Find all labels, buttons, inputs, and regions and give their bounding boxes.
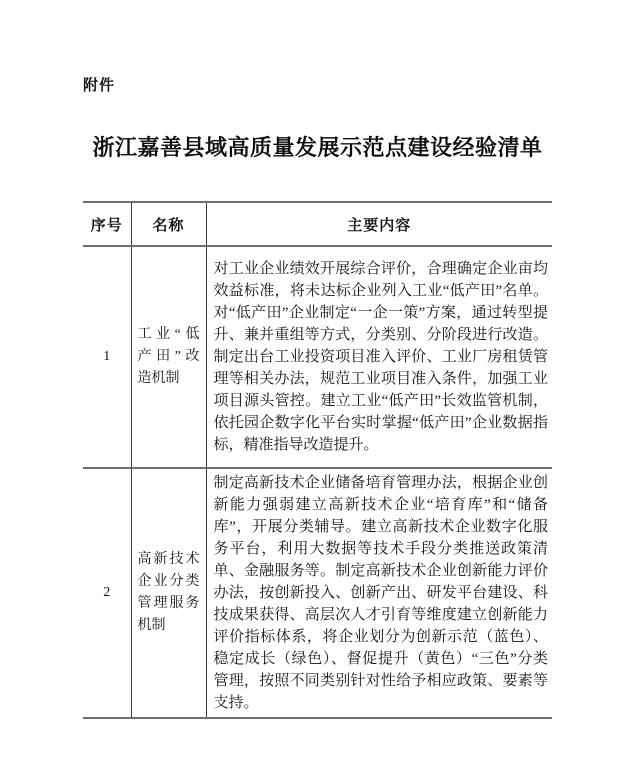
- row-name: 高新技术企业分类管理服务机制: [131, 468, 206, 718]
- header-serial-number: 序号: [83, 202, 131, 246]
- row-serial-number: 2: [83, 468, 131, 718]
- table-row: [83, 468, 552, 718]
- row-main-content: 制定高新技术企业储备培育管理办法，根据企业创新能力强弱建立高新技术企业“培育库”和“储备库”，开展分类辅导。建立高新技术企业数字化服务平台，利用大数据等技术手段分类推送政策清单、金融服务等。制定高新技术企业创新能力评价办法，按创新投入、创新产出、研发平台建设、科技成果获得、高层次人才引育等维度建立创新能力评价指标体系，将企业划分为创新示范（蓝色）、稳定成长（绿色）、督促提升（黄色）“三色”分类管理，按照不同类别针对性给予相应政策、要素等支持。: [213, 475, 548, 711]
- header-main-content: 主要内容: [347, 217, 412, 234]
- attachment-label: 附件: [83, 77, 116, 94]
- header-name: 名称: [131, 202, 206, 246]
- row-serial-number: 1: [83, 246, 131, 468]
- experience-table: [83, 201, 552, 719]
- table-row: [83, 246, 552, 468]
- document-title: 浙江嘉善县域高质量发展示范点建设经验清单: [92, 135, 543, 160]
- table-header-row: [83, 202, 552, 246]
- row-main-content: 对工业企业绩效开展综合评价，合理确定企业亩均效益标准，将未达标企业列入工业“低产田”名单。对“低产田”企业制定“一企一策”方案，通过转型提升、兼并重组等方式，分类别、分阶段进行改造。制定出台工业投资项目准入评价、工业厂房租赁管理等相关办法，规范工业项目准入条件，加强工业项目源头管控。建立工业“低产田”长效监管机制，依托园企数字化平台实时掌握“低产田”企业数据指标，精准指导改造提升。: [213, 261, 548, 453]
- row-name: 工业“低产田”改造机制: [131, 246, 206, 468]
